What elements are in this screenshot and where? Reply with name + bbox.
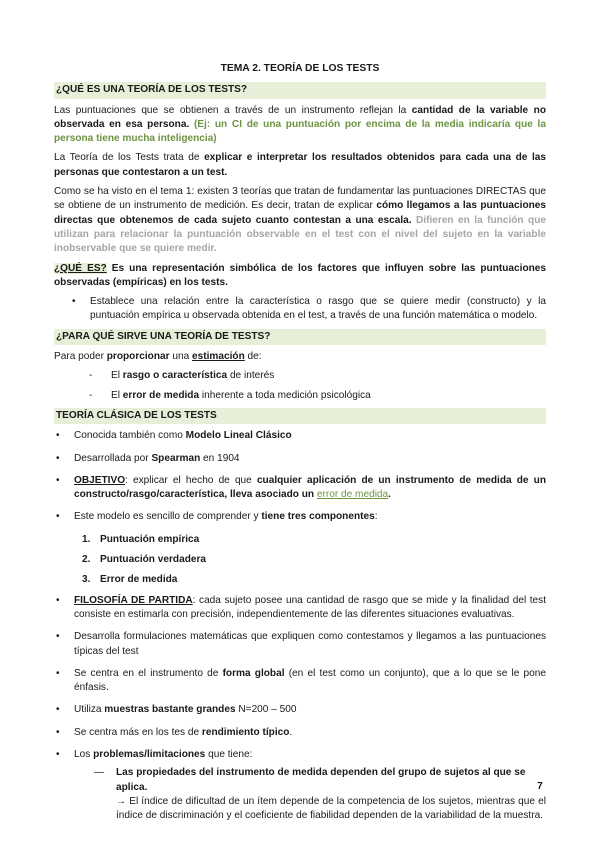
dash-icon: — — [94, 767, 105, 779]
list-item — [54, 630, 546, 659]
paragraph-para-poder — [54, 350, 546, 364]
page-title: TEMA 2. TEORÍA DE LOS TESTS — [220, 63, 380, 74]
list-item — [54, 474, 546, 503]
list-item — [72, 295, 546, 324]
bullet-icon: • — [56, 474, 60, 486]
component-text: Puntuación empírica — [100, 533, 200, 545]
text: Este modelo es sencillo de comprender y — [74, 511, 262, 523]
text-bold: cómo llegamos a las puntuaciones directas que obtenemos de cada sujeto cuanto contestan a una escala. — [54, 200, 546, 226]
text-bold: forma global — [222, 667, 285, 679]
text: que tiene: — [205, 748, 253, 760]
numbered-item — [82, 573, 546, 587]
text: Los — [74, 748, 94, 760]
text-bold: Modelo Lineal Clásico — [185, 430, 292, 442]
bullet-icon: • — [72, 296, 76, 308]
component-text: Puntuación verdadera — [100, 554, 207, 566]
section-heading-teoria-clasica: TEORÍA CLÁSICA DE LOS TESTS — [54, 408, 546, 424]
list-item — [54, 703, 546, 717]
page-number: 7 — [537, 780, 543, 792]
bullet-icon: • — [56, 430, 60, 442]
list-item — [54, 429, 546, 443]
gray-text: Difieren en la función que utilizan para relacionar la puntuación observable en el test con el nivel del sujeto en la variable inobservable que se quiere medir. — [54, 214, 546, 255]
text: Desarrollada por — [74, 452, 152, 464]
text: El — [111, 389, 123, 401]
example-text: (Ej: un CI de una puntuación por encima de la media indicaría que la persona tiene mucha inteligencia) — [54, 118, 546, 145]
text: inherente a toda medición psicológica — [199, 389, 371, 401]
text-bold: problemas/limitaciones — [93, 748, 206, 760]
text-bold: muestras bastante grandes — [104, 704, 236, 716]
bullet-icon: • — [56, 631, 60, 643]
dash-icon: - — [89, 389, 93, 401]
list-item — [89, 389, 546, 403]
text-bold: explicar e interpretar los resultados obtenidos para cada una de las personas que contestaron a un test. — [54, 152, 546, 178]
numbered-item — [82, 553, 546, 567]
text-bold-underline: OBJETIVO — [74, 474, 126, 486]
bullet-icon: • — [56, 511, 60, 523]
text: Como se ha visto en el tema 1: existen 3 teorías que tratan de fundamentar las puntuaciones DIRECTAS que se obtiene de un instrumento de medición. Es decir, tratan de explicar — [54, 186, 546, 212]
link-text: error de medida — [316, 489, 389, 501]
bullet-icon: • — [56, 704, 60, 716]
component-text: Error de medida — [100, 574, 178, 586]
text: Se centra más en los tes de — [74, 726, 202, 738]
bullet-icon: • — [56, 726, 60, 738]
paragraph-teorias — [54, 185, 546, 256]
highlight-label: ¿QUÉ ES? — [54, 262, 107, 274]
text: de: — [244, 351, 262, 363]
section-heading-para-que: ¿PARA QUÉ SIRVE UNA TEORÍA DE TESTS? — [54, 329, 546, 345]
text-bold: Spearman — [151, 452, 201, 464]
text-bold: rendimiento típico — [201, 726, 290, 738]
paragraph-puntuaciones — [54, 104, 546, 147]
text-bold: Las propiedades del instrumento de medida dependen del grupo de sujetos al que se aplica. — [116, 767, 526, 793]
list-item — [54, 748, 546, 762]
text: El — [111, 370, 123, 382]
text: una — [169, 351, 193, 363]
number-label: 2. — [82, 554, 91, 566]
text-bold-underline: FILOSOFÍA DE PARTIDA — [74, 594, 193, 606]
dash-icon: - — [89, 370, 93, 382]
text: en 1904 — [200, 452, 240, 464]
text: : — [374, 511, 378, 523]
text-bold: rasgo o característica — [122, 370, 228, 382]
numbered-item — [82, 533, 546, 547]
text: La Teoría de los Tests trata de — [54, 152, 205, 164]
sub-list-item — [94, 766, 546, 823]
text-bold: tiene tres componentes — [261, 511, 375, 523]
number-label: 3. — [82, 574, 91, 586]
document-page — [54, 62, 546, 823]
list-item-text: Establece una relación entre la característica o rasgo que se quiere medir (constructo) y la puntuación empírica u observada obtenida en el test, a través de una función matemática o modelo. — [90, 296, 546, 322]
section-heading-que-es: ¿QUÉ ES UNA TEORÍA DE LOS TESTS? — [54, 82, 546, 98]
text-bold: . — [388, 489, 391, 501]
text-bold: proporcionar — [106, 351, 170, 363]
bullet-icon: • — [56, 667, 60, 679]
text: Conocida también como — [74, 430, 186, 442]
list-item — [54, 667, 546, 696]
text-bold: error de medida — [122, 389, 200, 401]
text-bold: cantidad de la variable no observada en esa persona. — [54, 104, 546, 130]
list-item — [54, 510, 546, 524]
list-item — [54, 594, 546, 623]
bullet-icon: • — [56, 748, 60, 760]
text-bold: Es una representación simbólica de los factores que influyen sobre las puntuaciones observadas (empíricas) en los tests. — [54, 262, 546, 288]
list-item — [54, 452, 546, 466]
text: Utiliza — [74, 704, 105, 716]
list-item-text: Desarrolla formulaciones matemáticas que expliquen como contestamos y llegamos a las puntuaciones típicas del test — [74, 631, 546, 657]
sub-list-text: → El índice de dificultad de un ítem depende de la competencia de los sujetos, mientras que el índice de discriminación y el coeficiente de fiabilidad dependen de la variabilidad de la muestra. — [116, 795, 546, 822]
text: : explicar el hecho de que — [125, 474, 257, 486]
paragraph-teoria — [54, 151, 546, 180]
list-item — [54, 726, 546, 740]
list-item — [89, 369, 546, 383]
text-bold-underline: estimación — [192, 351, 245, 363]
text: N=200 – 500 — [235, 704, 297, 716]
bullet-icon: • — [56, 452, 60, 464]
text: (en el test como un conjunto), que a lo que se le pone énfasis. — [74, 667, 546, 694]
text: . — [289, 726, 293, 738]
text: Para poder — [54, 351, 107, 363]
text: de interés — [227, 370, 275, 382]
paragraph-que-es — [54, 262, 546, 291]
text: Se centra en el instrumento de — [74, 667, 223, 679]
number-label: 1. — [82, 533, 91, 545]
bullet-icon: • — [56, 594, 60, 606]
text: Las puntuaciones que se obtienen a través de un instrumento reflejan la — [54, 104, 412, 116]
text: : cada sujeto posee una cantidad de rasgo que se mide y la finalidad del test consiste en estimarla con precisión, independientemente de las diferentes situaciones evaluativas. — [74, 594, 546, 620]
text-bold: cualquier aplicación de un instrumento de medida de un constructo/rasgo/característica, lleva asociado un — [74, 474, 546, 501]
